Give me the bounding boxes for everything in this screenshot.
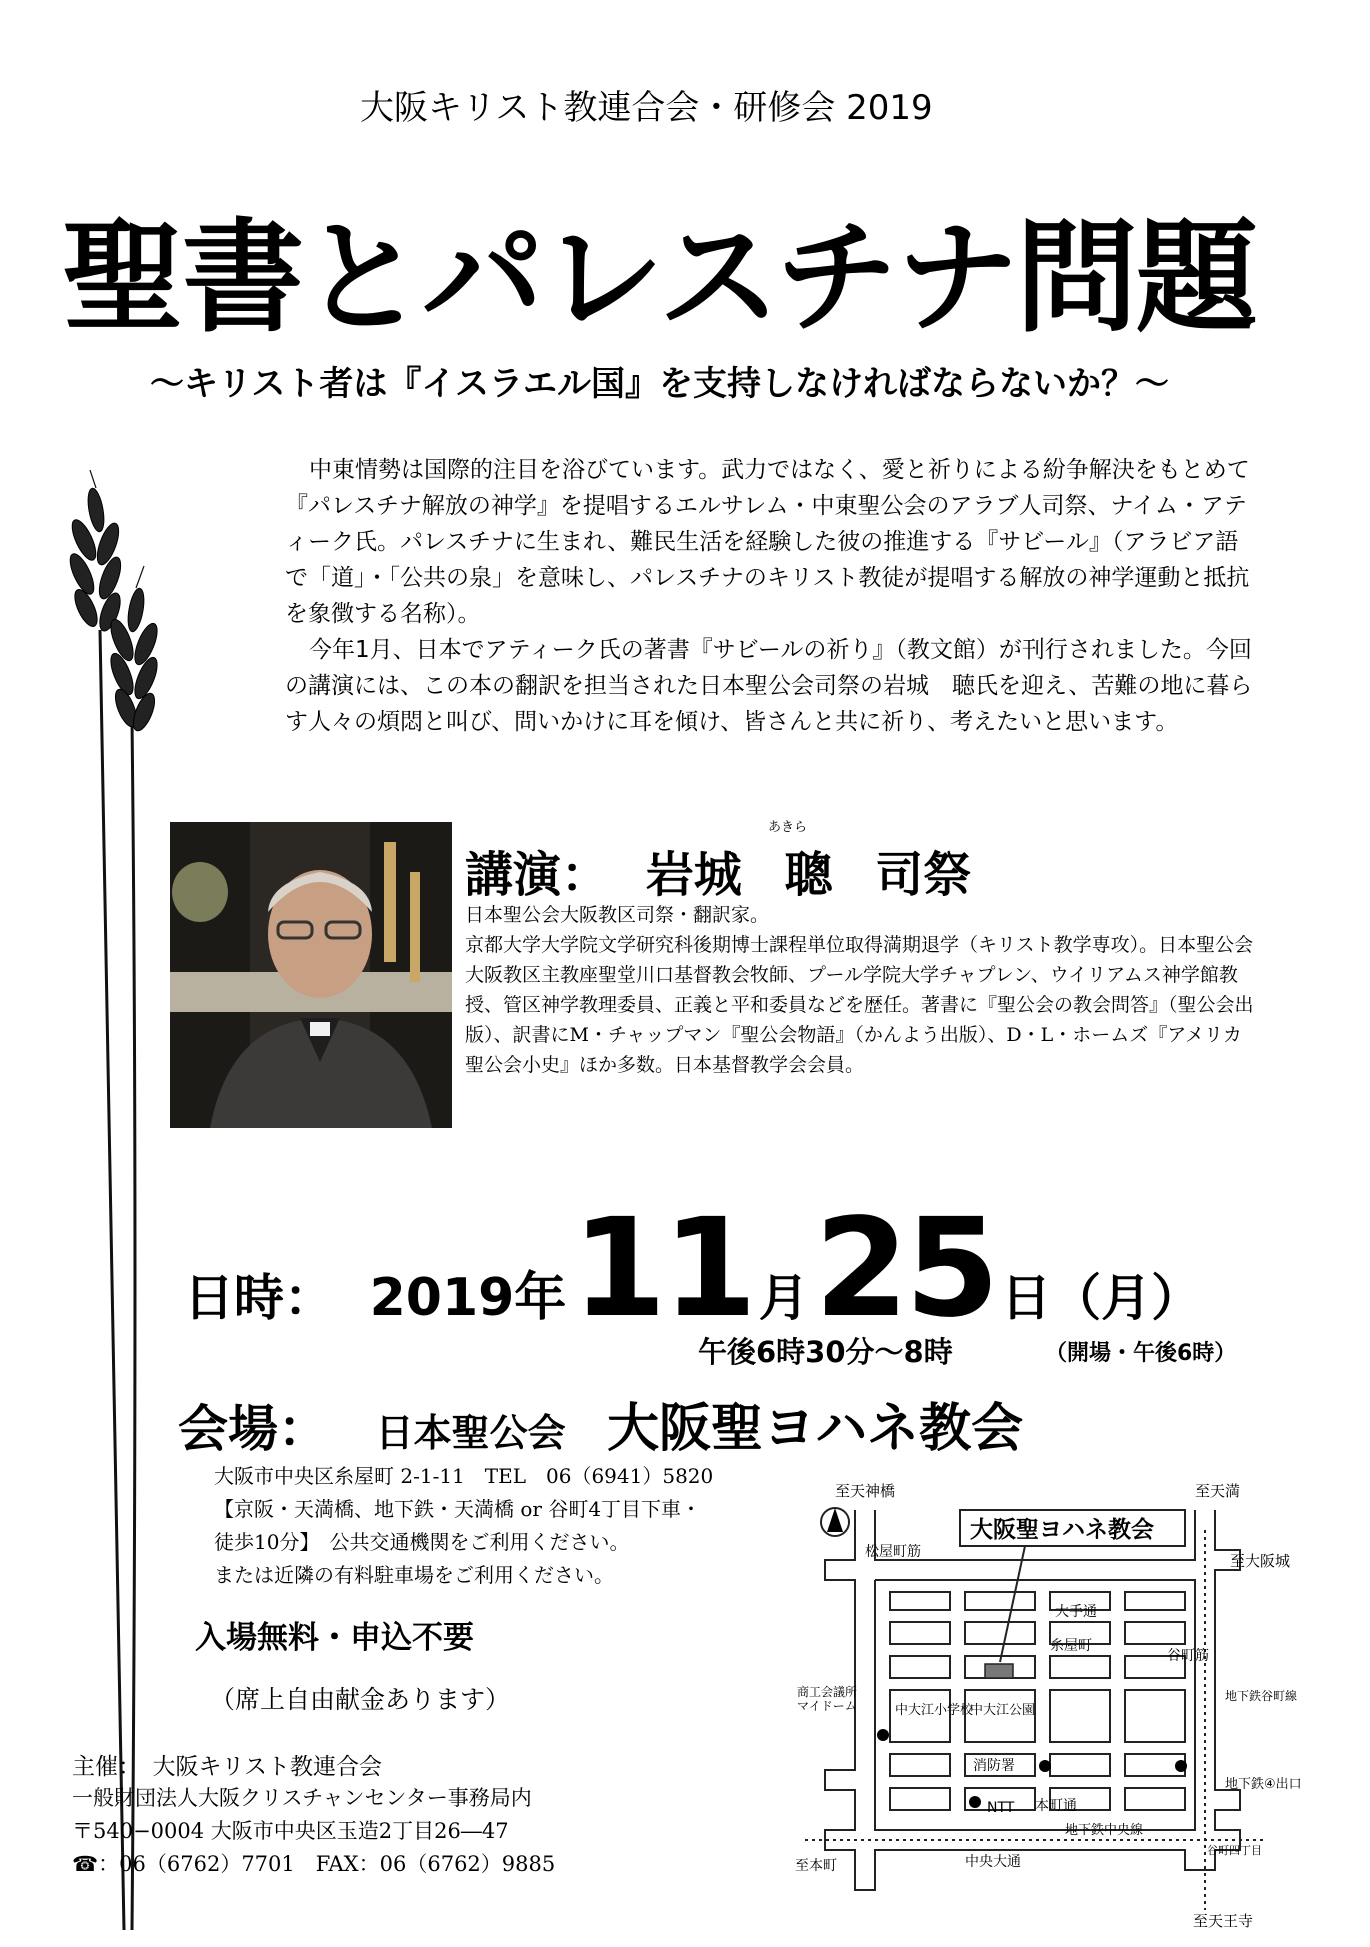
intro-paragraph-2: 今年1月、日本でアティーク氏の著書『サビールの祈り』（教文館）が刊行されました。今回の講演には、この本の翻訳を担当された日本聖公会司祭の岩城 聴氏を迎え、苦難の地に暮らす人々の煩悶と叫び、問いかけに耳を傾け、皆さんと共に祈り、考えたいと思います。 [285, 637, 1253, 735]
access-map [795, 1470, 1325, 1930]
host-label: 主催： 大阪キリスト教連合会 [72, 1754, 383, 1780]
host-phone: ☎：06（6762）7701 FAX：06（6762）9885 [72, 1852, 556, 1876]
date-month: 11 [571, 1190, 754, 1348]
map-otedori: 大手通 [1055, 1604, 1097, 1620]
org-title: 大阪キリスト教連合会・研修会 2019 [360, 88, 933, 128]
date-day-unit: 日（月） [1001, 1269, 1202, 1327]
speaker-bio: 京都大学大学院文学研究科後期博士課程単位取得満期退学（キリスト教学専攻）。日本聖公会大阪教区主教座聖堂川口基督教会牧師、プール学院大学チャプレン、ウイリアムス神学館教授、管区神学教理委員、正義と平和委員などを歴任。著書に『聖公会の教会問答』（聖公会出版）、訳書にM・チャップマン『聖公会物語』（かんよう出版）、D・L・ホームズ『アメリカ聖公会小史』ほか多数。日本基督教学会会員。 [465, 934, 1254, 1076]
map-park: 中大江公園 [970, 1703, 1036, 1718]
host-line-2: 〒540−0004 大阪市中央区玉造2丁目26―47 [72, 1819, 509, 1843]
venue-access-2: 徒歩10分】 公共交通機関をご利用ください。 [214, 1530, 630, 1554]
subtitle: ～キリスト者は『イスラエル国』を支持しなければならないか？～ [150, 364, 1169, 404]
map-shoko: 商工会議所 [797, 1685, 858, 1699]
speaker-surname: 岩城 [645, 847, 742, 903]
map-to-osakajo: 至大阪城 [1230, 1552, 1291, 1570]
event-open-time: （開場・午後6時） [1045, 1341, 1237, 1366]
map-church-label: 大阪聖ヨハネ教会 [970, 1517, 1154, 1543]
donation-note: （席上自由献金あります） [210, 1685, 511, 1714]
church-location-marker [985, 1664, 1013, 1678]
map-tanimachi: 谷町筋 [1167, 1648, 1209, 1664]
map-honmachidori: 本町通 [1035, 1798, 1077, 1814]
speaker-label: 講演： [465, 847, 610, 903]
speaker-title: 司祭 [875, 847, 972, 903]
map-to-honmachi: 至本町 [795, 1858, 837, 1874]
map-matsuyamachi: 松屋町筋 [865, 1544, 921, 1560]
date-month-unit: 月 [758, 1269, 809, 1327]
map-subway-tanimachi: 地下鉄谷町線 [1225, 1689, 1298, 1703]
venue-name: 大阪聖ヨハネ教会 [607, 1399, 1024, 1459]
map-to-tenma: 至天満 [1195, 1482, 1241, 1500]
intro-text [285, 452, 1255, 740]
map-exit: 地下鉄④出口 [1225, 1777, 1302, 1792]
map-subway-chuo: 地下鉄中央線 [1065, 1823, 1144, 1838]
map-ntt: NTT [987, 1800, 1015, 1816]
map-tanimachi4: 谷町四丁目 [1207, 1844, 1262, 1857]
host-contact [72, 1782, 555, 1881]
map-to-tenjinbashi: 至天神橋 [835, 1482, 896, 1500]
speaker-given-name: 聰 [784, 847, 833, 903]
map-chuo-odori: 中央大通 [965, 1854, 1021, 1870]
date-label: 日時： [184, 1269, 334, 1327]
speaker-heading [465, 836, 971, 905]
venue-label: 会場： [178, 1400, 328, 1458]
map-mydome: マイドーム [797, 1699, 857, 1713]
wheat-illustration [40, 470, 190, 1940]
venue-access-1: 【京阪・天満橋、地下鉄・天満橋 or 谷町4丁目下車・ [214, 1497, 702, 1521]
speaker-bio-line1: 日本聖公会大阪教区司祭・翻訳家。 [465, 904, 770, 926]
map-itoyamachi: 糸屋町 [1050, 1638, 1092, 1654]
event-date [184, 1190, 1201, 1348]
venue-org: 日本聖公会 [375, 1411, 566, 1455]
event-time: 午後6時30分～8時 [698, 1335, 953, 1369]
event-venue [178, 1386, 1023, 1461]
venue-address: 大阪市中央区糸屋町 2-1-11 TEL 06（6941）5820 [214, 1464, 714, 1488]
intro-paragraph-1: 中東情勢は国際的注目を浴びています。武力ではなく、愛と祈りによる紛争解決をもとめて『パレスチナ解放の神学』を提唱するエルサレム・中東聖公会のアラブ人司祭、ナイム・アティーク氏。パレスチナに生まれ、難民生活を経験した彼の推進する『サビール』（アラビア語で「道」・「公共の泉」を意味し、パレスチナのキリスト教徒が提唱する解放の神学運動と抵抗を象徴する名称）。 [285, 457, 1250, 627]
venue-access-3: または近隣の有料駐車場をご利用ください。 [214, 1563, 614, 1587]
date-year: 2019年 [369, 1268, 567, 1328]
map-fire-station: 消防署 [973, 1758, 1015, 1774]
venue-address-block [214, 1460, 713, 1592]
host-line-1: 一般財団法人大阪クリスチャンセンター事務局内 [72, 1786, 532, 1810]
map-to-tennoji: 至天王寺 [1193, 1912, 1254, 1930]
main-title: 聖書とパレスチナ問題 [62, 207, 1256, 349]
date-day: 25 [814, 1190, 996, 1348]
speaker-name-ruby: あきら [768, 820, 808, 835]
admission: 入場無料・申込不要 [195, 1620, 474, 1656]
map-school: 中大江小学校 [895, 1703, 974, 1718]
speaker-photo [170, 822, 452, 1128]
north-arrow-icon [821, 1508, 849, 1536]
